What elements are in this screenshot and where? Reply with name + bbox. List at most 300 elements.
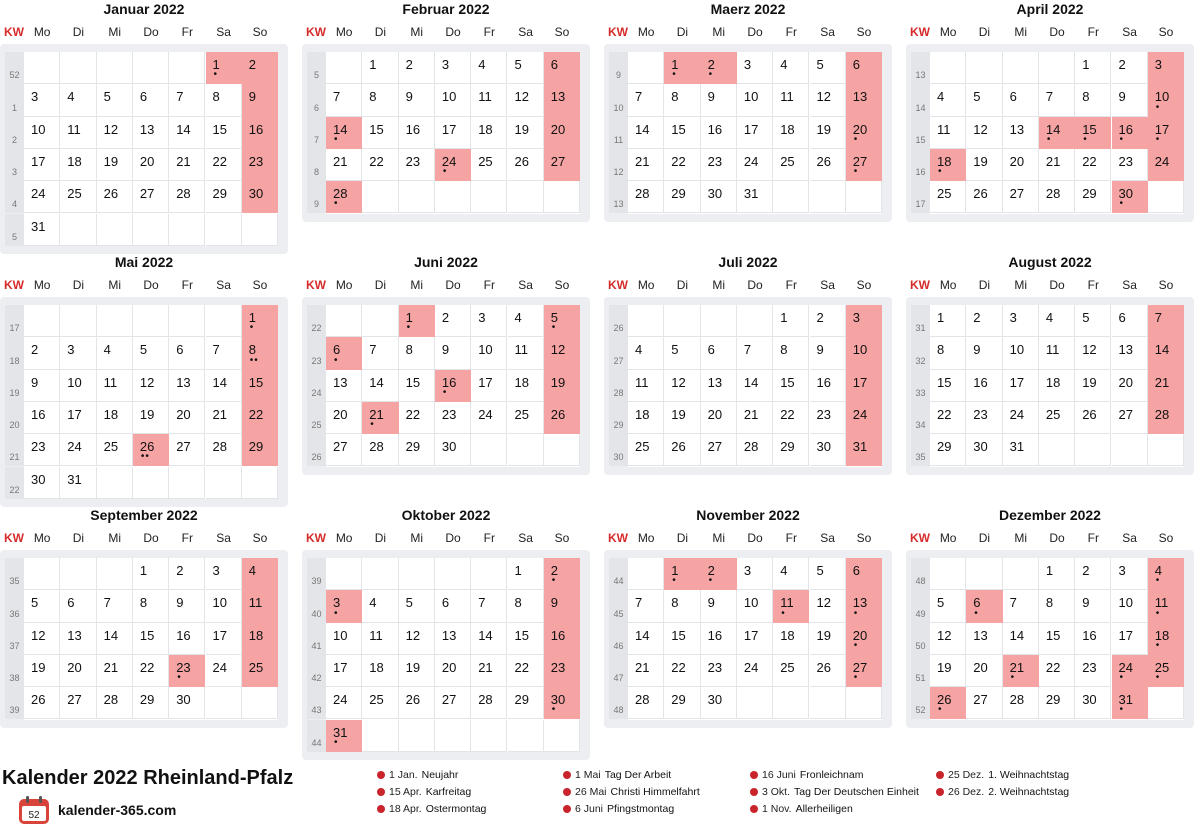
- day-cell: [930, 655, 966, 687]
- week-number: [5, 305, 24, 337]
- day-cell: [810, 370, 846, 402]
- legend-holiday-name: Karfreitag: [425, 786, 472, 798]
- week-number-label: 41: [311, 640, 322, 651]
- week-number-label: 39: [9, 705, 20, 716]
- day-number: 25: [103, 439, 119, 455]
- weekday-header: [906, 277, 1194, 293]
- holiday-day-cell: [1148, 655, 1184, 687]
- sunday-day-cell: [242, 370, 278, 402]
- day-cell: [810, 402, 846, 434]
- day-number: 27: [550, 153, 566, 169]
- empty-day-cell: [97, 214, 133, 246]
- day-cell: [326, 687, 362, 719]
- day-number: 3: [1118, 563, 1126, 578]
- day-cell: [773, 655, 809, 687]
- week-number: [5, 370, 24, 402]
- week-number-label: 12: [613, 167, 624, 178]
- day-number: 31: [743, 186, 759, 202]
- empty-day-cell: [810, 181, 846, 213]
- month-title: November 2022: [696, 507, 800, 523]
- day-number: 23: [550, 659, 566, 675]
- day-cell: [97, 149, 133, 181]
- weekday-header: [0, 277, 288, 293]
- holiday-marker: •: [334, 354, 339, 366]
- holiday-marker: •: [551, 704, 557, 716]
- week-number-label: 20: [9, 420, 20, 431]
- day-cell: [1075, 52, 1111, 84]
- holiday-marker: •: [1083, 133, 1088, 145]
- day-cell: [628, 402, 664, 434]
- day-cell: [97, 117, 133, 149]
- day-number: 13: [1009, 121, 1025, 137]
- day-number: 5: [139, 342, 148, 358]
- day-number: 24: [852, 406, 868, 422]
- day-number: 20: [67, 659, 82, 675]
- day-number: 4: [937, 89, 945, 105]
- day-cell: [435, 52, 471, 84]
- holiday-marker: •: [1155, 133, 1161, 145]
- week-number: [5, 687, 24, 719]
- day-cell: [1112, 305, 1148, 337]
- weekday-label: Mi: [712, 531, 726, 545]
- day-number: 1: [1082, 57, 1090, 72]
- week-number-label: 13: [915, 70, 926, 81]
- empty-day-cell: [966, 558, 1002, 590]
- legend-date: 26 Dez.: [948, 786, 985, 798]
- day-number: 31: [67, 471, 82, 487]
- empty-day-cell: [24, 558, 60, 590]
- day-cell: [1039, 558, 1075, 590]
- day-cell: [169, 402, 205, 434]
- day-number: 28: [1154, 406, 1170, 422]
- week-number: [609, 181, 628, 213]
- day-cell: [399, 434, 435, 466]
- day-number: 9: [31, 374, 39, 390]
- day-number: 19: [671, 406, 686, 422]
- day-grid: [326, 52, 580, 214]
- day-cell: [1003, 402, 1039, 434]
- month-title: Mai 2022: [114, 254, 174, 270]
- day-number: 10: [212, 595, 227, 611]
- weekday-header: [302, 530, 590, 546]
- day-number: 17: [67, 406, 82, 422]
- holiday-marker: •: [442, 386, 448, 398]
- day-cell: [810, 590, 846, 622]
- holiday-marker: •: [1119, 672, 1125, 684]
- holiday-day-cell: [242, 337, 278, 369]
- day-number: 24: [743, 659, 759, 675]
- week-number-label: 35: [9, 576, 20, 587]
- week-number-label: 24: [311, 387, 322, 398]
- empty-day-cell: [1148, 687, 1184, 719]
- week-number-label: 46: [613, 640, 624, 651]
- weekday-label: Sa: [216, 531, 231, 545]
- day-number: 17: [333, 659, 348, 675]
- day-number: 22: [212, 153, 227, 169]
- week-number-label: 52: [915, 705, 926, 716]
- day-number: 14: [333, 121, 348, 137]
- day-number: 17: [31, 153, 46, 169]
- day-cell: [737, 655, 773, 687]
- legend-holiday-name: Tag Der Deutschen Einheit: [794, 786, 919, 798]
- day-number: 21: [369, 406, 384, 422]
- day-number: 25: [369, 692, 384, 708]
- day-number: 30: [31, 471, 46, 487]
- weekday-label: Sa: [518, 531, 533, 545]
- empty-day-cell: [810, 687, 846, 719]
- week-number: [609, 52, 628, 84]
- day-cell: [206, 623, 242, 655]
- day-cell: [628, 623, 664, 655]
- week-number: [5, 117, 24, 149]
- day-cell: [24, 655, 60, 687]
- week-number: [307, 117, 326, 149]
- day-cell: [1003, 117, 1039, 149]
- day-number: 2: [1082, 563, 1090, 578]
- holiday-marker: •: [1155, 575, 1161, 587]
- day-grid: [628, 558, 882, 720]
- weekday-label: Fr: [785, 531, 797, 545]
- day-cell: [206, 558, 242, 590]
- day-cell: [399, 117, 435, 149]
- day-cell: [362, 117, 398, 149]
- day-number: 31: [1009, 439, 1025, 455]
- holiday-marker: •: [781, 607, 786, 619]
- week-number: [5, 402, 24, 434]
- day-cell: [399, 655, 435, 687]
- month-grid-panel: [0, 297, 288, 507]
- day-number: 25: [1154, 659, 1170, 675]
- day-cell: [810, 655, 846, 687]
- day-cell: [701, 370, 737, 402]
- day-number: 10: [743, 89, 759, 105]
- day-cell: [701, 117, 737, 149]
- week-number-label: 11: [613, 134, 624, 145]
- week-number: [609, 337, 628, 369]
- week-number-label: 50: [915, 640, 926, 651]
- day-number: 26: [550, 406, 566, 422]
- sunday-day-cell: [846, 337, 882, 369]
- day-number: 3: [743, 563, 752, 578]
- holiday-marker: •: [853, 607, 859, 619]
- legend-date: 16 Juni: [762, 769, 796, 781]
- day-number: 5: [937, 595, 945, 611]
- day-number: 16: [707, 121, 723, 137]
- week-number: [5, 214, 24, 246]
- day-number: 10: [852, 342, 868, 358]
- holiday-day-cell: [544, 305, 580, 337]
- day-number: 20: [139, 153, 155, 169]
- weekday-label: Mo: [33, 25, 51, 39]
- day-cell: [810, 305, 846, 337]
- weekday-label: Di: [978, 531, 991, 545]
- weekday-label: Mo: [335, 531, 353, 545]
- day-number: 18: [514, 374, 529, 390]
- day-number: 20: [852, 627, 868, 643]
- sunday-day-cell: [242, 402, 278, 434]
- week-number-label: 9: [313, 199, 319, 210]
- day-number: 20: [1118, 374, 1133, 390]
- day-cell: [737, 117, 773, 149]
- weekday-label: Mo: [33, 531, 51, 545]
- day-cell: [1039, 149, 1075, 181]
- day-number: 1: [514, 563, 522, 578]
- day-number: 6: [1118, 310, 1126, 325]
- holiday-marker: •: [853, 133, 859, 145]
- day-cell: [362, 370, 398, 402]
- legend-item: [936, 767, 1069, 784]
- day-number: 2: [816, 310, 824, 325]
- week-number-label: 5: [313, 70, 319, 81]
- day-cell: [97, 623, 133, 655]
- week-number: [911, 434, 930, 466]
- holiday-day-cell: [1148, 84, 1184, 116]
- day-cell: [60, 84, 96, 116]
- day-cell: [1003, 687, 1039, 719]
- day-cell: [1003, 84, 1039, 116]
- week-number: [911, 84, 930, 116]
- day-number: 20: [176, 406, 191, 422]
- holiday-marker: •: [249, 322, 255, 334]
- day-number: 12: [405, 627, 421, 643]
- empty-day-cell: [399, 181, 435, 213]
- sunday-day-cell: [846, 370, 882, 402]
- day-grid: [24, 305, 278, 499]
- day-cell: [737, 434, 773, 466]
- week-number-label: 42: [311, 673, 322, 684]
- day-number: 12: [514, 89, 529, 105]
- day-cell: [810, 434, 846, 466]
- holiday-day-cell: [846, 655, 882, 687]
- day-cell: [966, 687, 1002, 719]
- day-number: 6: [333, 342, 341, 358]
- day-number: 30: [1082, 692, 1097, 708]
- day-number: 16: [441, 374, 457, 390]
- day-cell: [966, 655, 1002, 687]
- day-number: 25: [780, 153, 795, 169]
- day-number: 11: [780, 595, 794, 611]
- day-cell: [773, 434, 809, 466]
- day-cell: [471, 590, 507, 622]
- legend-date: 26 Mai: [575, 786, 607, 798]
- day-cell: [664, 623, 700, 655]
- weekday-label: Di: [72, 531, 85, 545]
- holiday-marker: •: [406, 322, 412, 334]
- day-cell: [362, 434, 398, 466]
- empty-day-cell: [169, 52, 205, 84]
- holiday-marker: •: [672, 575, 677, 587]
- holiday-marker: •: [334, 607, 339, 619]
- day-cell: [471, 149, 507, 181]
- day-cell: [471, 305, 507, 337]
- week-number-label: 4: [11, 199, 17, 210]
- weekday-label: So: [856, 278, 872, 292]
- week-number: [5, 655, 24, 687]
- day-number: 3: [852, 310, 861, 325]
- holiday-marker: •: [938, 704, 943, 716]
- day-number: 25: [248, 659, 264, 675]
- day-cell: [435, 305, 471, 337]
- week-number-label: 34: [915, 420, 926, 431]
- day-number: 11: [514, 342, 528, 358]
- week-number-label: 44: [613, 576, 624, 587]
- weekday-label: Di: [72, 278, 85, 292]
- week-number: [609, 558, 628, 590]
- week-number: [609, 149, 628, 181]
- day-number: 20: [333, 406, 348, 422]
- week-number: [609, 655, 628, 687]
- day-cell: [133, 370, 169, 402]
- day-cell: [701, 590, 737, 622]
- month-title: Maerz 2022: [710, 1, 786, 17]
- day-cell: [773, 402, 809, 434]
- weekday-label: So: [856, 25, 872, 39]
- week-number: [609, 305, 628, 337]
- sunday-day-cell: [242, 52, 278, 84]
- sunday-day-cell: [846, 52, 882, 84]
- legend-holiday-name: Neujahr: [421, 769, 459, 781]
- week-number: [911, 590, 930, 622]
- empty-day-cell: [326, 52, 362, 84]
- weekday-label: Mi: [410, 531, 424, 545]
- day-cell: [1075, 337, 1111, 369]
- day-cell: [1075, 181, 1111, 213]
- weekday-label: Do: [747, 278, 763, 292]
- week-number-header: KW: [608, 25, 628, 39]
- week-number-label: 22: [311, 323, 322, 334]
- day-cell: [362, 52, 398, 84]
- holiday-marker: •: [334, 736, 339, 748]
- week-number-header: KW: [910, 278, 930, 292]
- week-number-header: KW: [4, 531, 24, 545]
- empty-day-cell: [60, 558, 96, 590]
- day-number: 22: [780, 406, 795, 422]
- day-number: 12: [816, 595, 831, 611]
- day-number: 29: [1082, 186, 1097, 202]
- empty-day-cell: [242, 467, 278, 499]
- week-number-header: KW: [608, 278, 628, 292]
- day-cell: [628, 655, 664, 687]
- day-cell: [1112, 623, 1148, 655]
- day-number: 9: [176, 595, 184, 611]
- day-cell: [60, 370, 96, 402]
- site-name[interactable]: kalender-365.com: [58, 802, 177, 818]
- week-number-label: 7: [313, 134, 319, 145]
- day-number: 24: [67, 439, 82, 455]
- holiday-day-cell: [435, 149, 471, 181]
- empty-day-cell: [206, 305, 242, 337]
- day-number: 4: [780, 57, 788, 72]
- month-title: Februar 2022: [402, 1, 490, 17]
- day-cell: [810, 149, 846, 181]
- day-number: 16: [707, 627, 723, 643]
- weekday-label: Do: [747, 531, 763, 545]
- day-cell: [435, 434, 471, 466]
- week-number-label: 15: [915, 134, 926, 145]
- weekday-label: So: [554, 25, 570, 39]
- day-cell: [1039, 655, 1075, 687]
- empty-day-cell: [326, 558, 362, 590]
- empty-day-cell: [133, 52, 169, 84]
- weekday-label: Fr: [1087, 531, 1099, 545]
- day-number: 20: [973, 659, 988, 675]
- week-number: [911, 655, 930, 687]
- day-cell: [169, 181, 205, 213]
- day-number: 1: [1045, 563, 1054, 578]
- sunday-day-cell: [544, 655, 580, 687]
- day-number: 24: [441, 153, 457, 169]
- day-cell: [664, 117, 700, 149]
- day-cell: [133, 558, 169, 590]
- day-cell: [435, 337, 471, 369]
- day-cell: [737, 402, 773, 434]
- week-number-header: KW: [306, 25, 326, 39]
- weekday-header: [604, 277, 892, 293]
- day-number: 1: [405, 310, 413, 325]
- day-cell: [1003, 149, 1039, 181]
- weekday-label: Mi: [1014, 25, 1028, 39]
- holiday-day-cell: [846, 117, 882, 149]
- legend-item: [377, 801, 486, 818]
- day-grid: [628, 305, 882, 467]
- month-grid-panel: [906, 297, 1194, 475]
- day-cell: [508, 149, 544, 181]
- day-cell: [133, 84, 169, 116]
- day-cell: [737, 590, 773, 622]
- holiday-day-cell: [1039, 117, 1075, 149]
- empty-day-cell: [930, 558, 966, 590]
- day-number: 16: [973, 374, 988, 390]
- legend-item: [563, 767, 700, 784]
- day-number: 10: [1118, 595, 1133, 611]
- weekday-label: Sa: [820, 278, 835, 292]
- day-cell: [810, 117, 846, 149]
- weekday-label: Mo: [33, 278, 51, 292]
- day-cell: [169, 370, 205, 402]
- day-number: 19: [405, 659, 421, 675]
- week-number-header: KW: [608, 531, 628, 545]
- empty-day-cell: [399, 558, 435, 590]
- day-cell: [966, 623, 1002, 655]
- day-cell: [326, 434, 362, 466]
- week-number-label: 47: [613, 673, 624, 684]
- day-cell: [169, 117, 205, 149]
- day-cell: [1075, 149, 1111, 181]
- day-number: 13: [973, 627, 988, 643]
- day-cell: [1039, 687, 1075, 719]
- day-number: 3: [1154, 57, 1163, 72]
- holiday-marker: •: [853, 166, 859, 178]
- sunday-day-cell: [846, 305, 882, 337]
- empty-day-cell: [1112, 434, 1148, 466]
- day-number: 4: [248, 563, 257, 578]
- day-number: 19: [31, 659, 46, 675]
- day-number: 22: [1045, 659, 1061, 675]
- week-number-header: KW: [4, 278, 24, 292]
- day-number: 8: [1045, 595, 1054, 611]
- day-cell: [966, 337, 1002, 369]
- day-cell: [737, 337, 773, 369]
- day-cell: [471, 84, 507, 116]
- day-cell: [773, 305, 809, 337]
- day-number: 23: [816, 406, 831, 422]
- day-number: 8: [369, 89, 377, 105]
- empty-day-cell: [846, 687, 882, 719]
- day-cell: [664, 687, 700, 719]
- day-number: 30: [441, 439, 457, 455]
- day-cell: [206, 434, 242, 466]
- day-cell: [24, 434, 60, 466]
